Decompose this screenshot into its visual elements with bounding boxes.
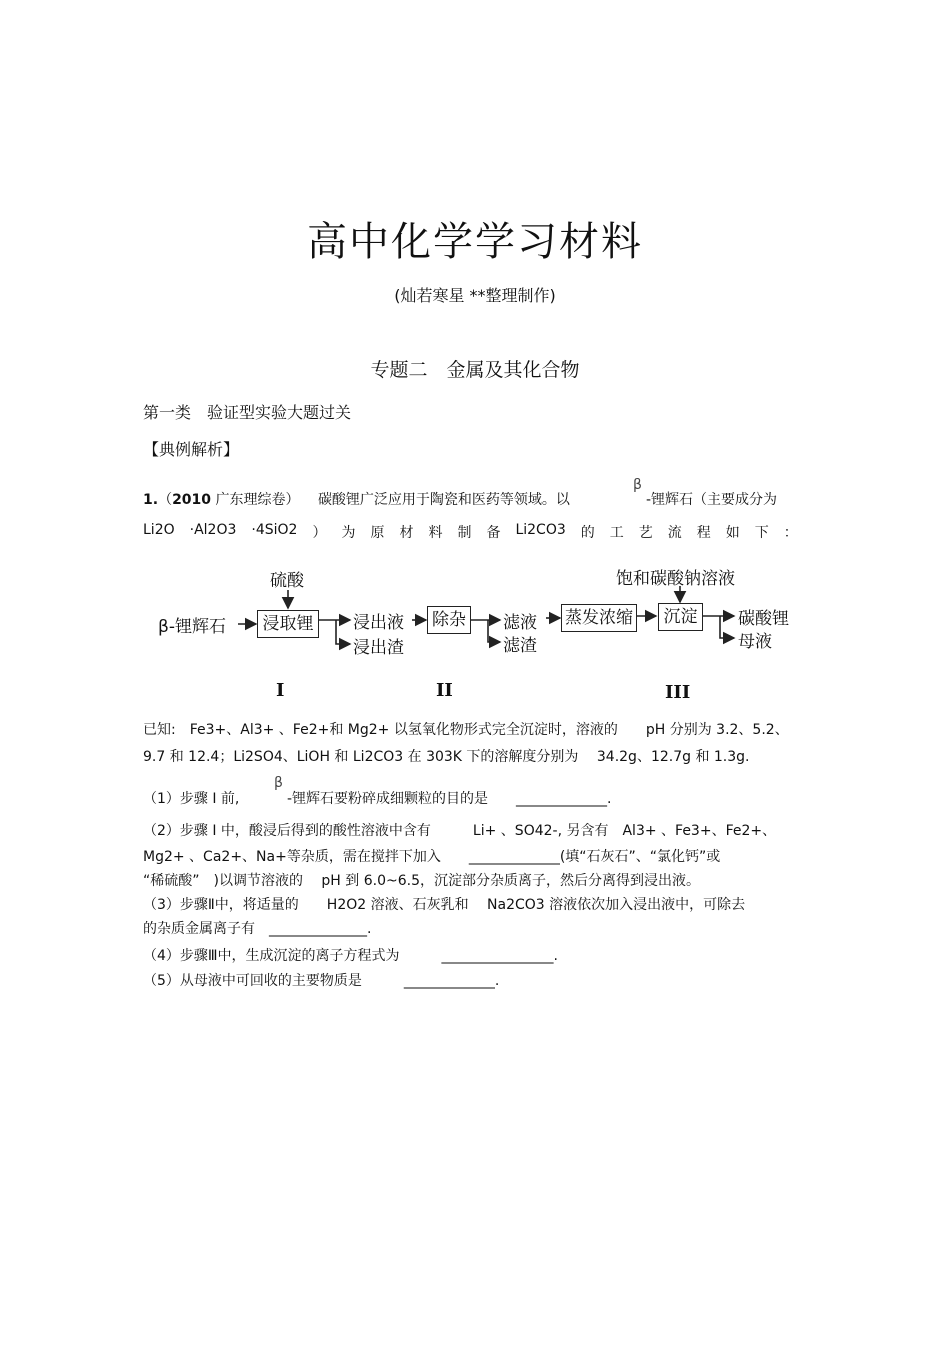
q1-line2-w16: 如 (725, 525, 740, 541)
flow-filtrate: 滤液 (503, 613, 537, 633)
question-3-line-1: （3）步骤Ⅱ中，将适量的 H2O2 溶液、石灰乳和 Na2CO3 溶液依次加入浸出液中，可除去 (143, 897, 746, 913)
q1-line2-w10: Li2CO3 (515, 522, 566, 538)
q1-year: 2010 (172, 492, 212, 508)
q1-line2-w18: ： (783, 525, 798, 541)
flow-leachate: 浸出液 (353, 613, 404, 633)
flow-box-precipitate: 沉淀 (658, 603, 703, 631)
question-1-rest: -锂辉石要粉碎成细颗粒的目的是 _____________. (287, 791, 612, 807)
q1-line2-w9: 备 (486, 525, 501, 541)
flow-mother-liquor: 母液 (738, 632, 772, 652)
question-3-line-2: 的杂质金属离子有 ______________. (143, 921, 372, 937)
question-1-beta: β (274, 775, 283, 791)
q1-line2-w2: ·4SiO2 (251, 522, 298, 538)
known-line-2: 9.7 和 12.4；Li2SO4、LiOH 和 Li2CO3 在 303K 下的溶解度分别为 34.2g、12.7g 和 1.3g. (143, 749, 750, 765)
topic-heading: 专题二 金属及其化合物 (370, 359, 580, 381)
q1-line2-w11: 的 (580, 525, 595, 541)
q1-line2-w8: 制 (457, 525, 472, 541)
question-2-line-3: “稀硫酸” )以调节溶液的 pH 到 6.0~6.5，沉淀部分杂质离子，然后分离得到浸出液。 (143, 873, 700, 889)
flow-lithium-carbonate: 碳酸锂 (738, 609, 789, 629)
question-4: （4）步骤Ⅲ中，生成沉淀的离子方程式为 ________________. (143, 948, 559, 964)
q1-source-open: （ (158, 492, 173, 508)
page-subtitle: (灿若寒星 **整理制作) (394, 286, 556, 305)
q1-line2-w1: ·Al2O3 (189, 522, 237, 538)
flow-box-leach: 浸取锂 (257, 610, 319, 638)
q1-line2-w6: 材 (399, 525, 414, 541)
q1-line2-w13: 艺 (638, 525, 653, 541)
category-heading: 第一类 验证型实验大题过关 (143, 403, 352, 422)
q1-number: 1. (143, 492, 159, 508)
q1-line2-w7: 料 (428, 525, 443, 541)
q1-line2-w15: 程 (696, 525, 711, 541)
flow-step-3: III (665, 682, 691, 703)
question-2-line-2: Mg2+ 、Ca2+、Na+等杂质，需在搅拌下加入 _____________(填“石灰石”、“氯化钙”或 (143, 849, 721, 865)
page-title: 高中化学学习材料 (307, 219, 643, 265)
q1-beta: β (633, 477, 642, 493)
q1-line2-w0: Li2O (143, 522, 175, 538)
q1-line2-w14: 流 (667, 525, 682, 541)
q1-line2-w12: 工 (609, 525, 624, 541)
flow-filter-residue: 滤渣 (503, 636, 537, 656)
flow-step-2: II (436, 680, 453, 701)
question-1-start: （1）步骤 I 前, (143, 791, 240, 807)
flow-box-evaporate: 蒸发浓缩 (561, 604, 637, 632)
flow-step-1: I (276, 680, 285, 701)
flow-box-purify: 除杂 (427, 606, 471, 634)
question-2-line-1: （2）步骤 I 中，酸浸后得到的酸性溶液中含有 Li+ 、SO42-, 另含有 Al3+ 、Fe3+、Fe2+、 (143, 823, 777, 839)
flow-reagent-sodium-carbonate: 饱和碳酸钠溶液 (616, 569, 735, 589)
flow-reagent-sulfuric-acid: 硫酸 (270, 571, 304, 591)
q1-source: 广东理综卷） (211, 492, 300, 508)
flow-start-material: β-锂辉石 (158, 617, 226, 637)
section-heading: 【典例解析】 (143, 440, 240, 459)
q1-line2-w5: 原 (370, 525, 385, 541)
q1-text-a: 碳酸锂广泛应用于陶瓷和医药等领域。以 (317, 492, 570, 508)
known-line-1: 已知: Fe3+、Al3+ 、Fe2+和 Mg2+ 以氢氧化物形式完全沉淀时，溶液的 pH 分别为 3.2、5.2、 (143, 722, 789, 738)
q1-line2-w17: 下 (754, 525, 769, 541)
q1-line2-w4: 为 (341, 525, 356, 541)
q1-text-b: -锂辉石（主要成分为 (646, 492, 778, 508)
flow-leach-residue: 浸出渣 (353, 638, 404, 658)
question-5: （5）从母液中可回收的主要物质是 _____________. (143, 973, 500, 989)
q1-line2-w3: ） (312, 525, 327, 541)
